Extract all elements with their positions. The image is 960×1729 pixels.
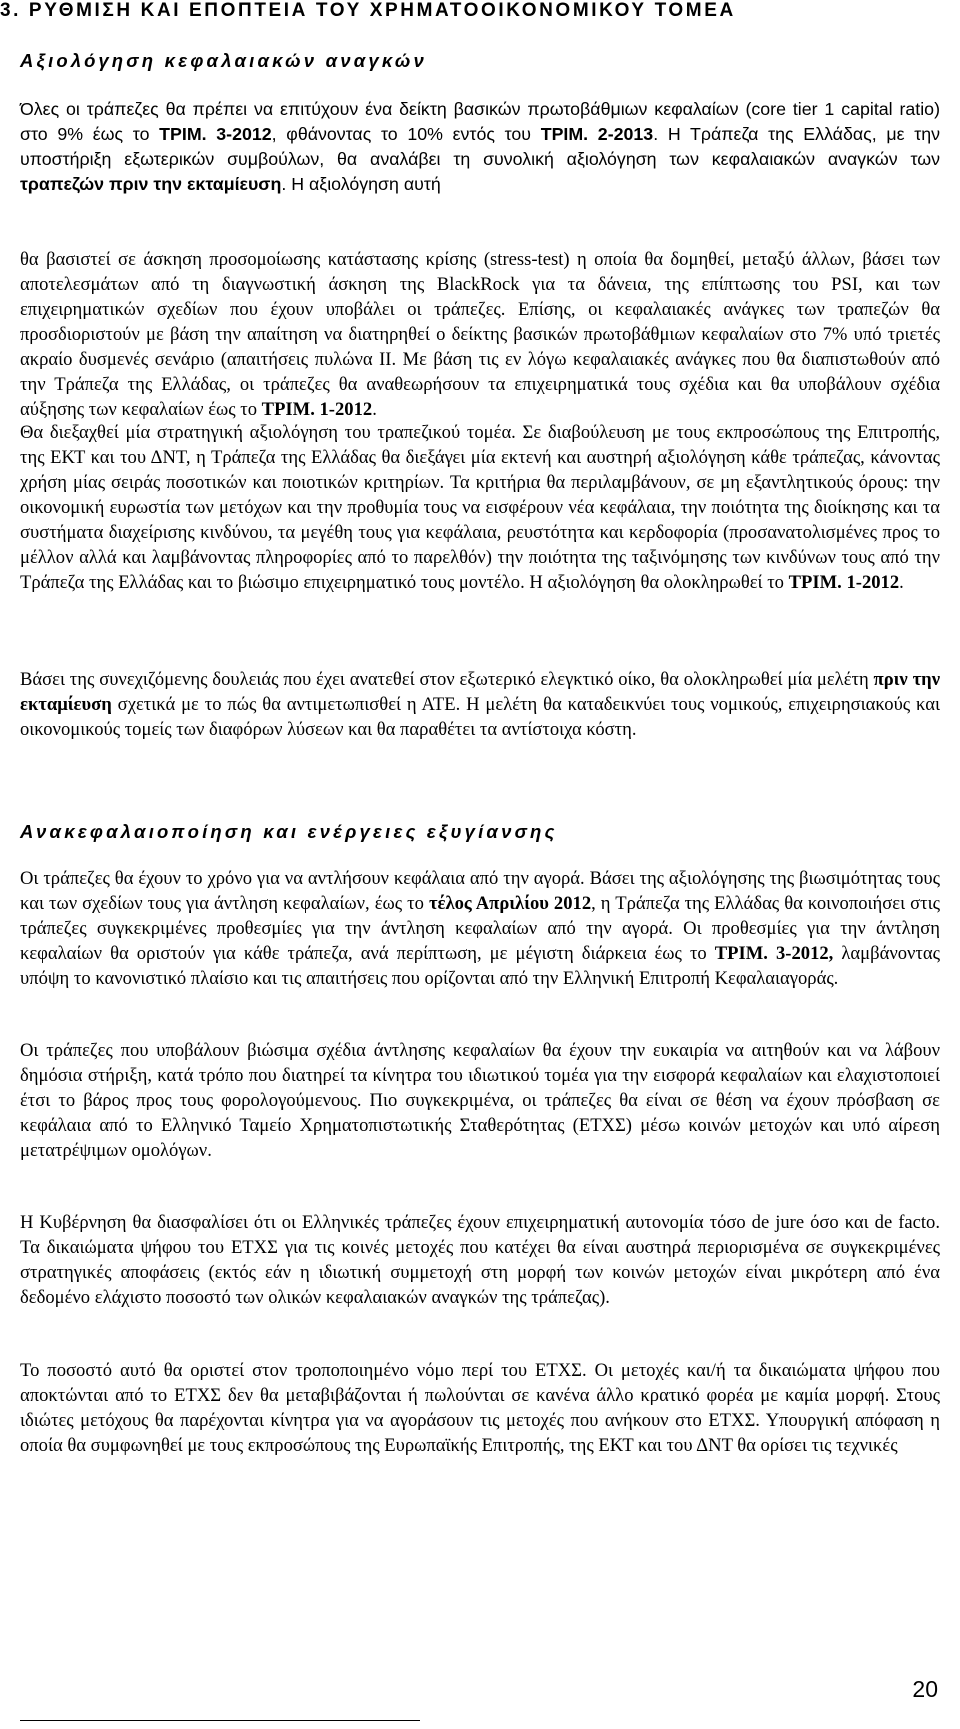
paragraph-efts-shares: Το ποσοστό αυτό θα οριστεί στον τροποποιημένο νόμο περί του ΕΤΧΣ. Οι μετοχές και/ή τα δικαιώματα ψήφου που αποκτώνται από το ΕΤΧΣ δεν θα μεταβιβάζονται ή πωλούνται σε κανένα άλλο κρατικό φορέα με καμία μορφή. Στους ιδιώτες μετόχους θα παρέχονται κίνητρα για να αγοράσουν τις μετοχές που ανήκουν στο ΕΤΧΣ. Υπουργική απόφαση η οποία θα συμφωνηθεί με τους εκπροσώπους της Ευρωπαϊκής Επιτροπής, της ΕΚΤ και του ΔΝΤ θα ορίσει τις τεχνικές	[20, 1360, 940, 1456]
paragraph-ate-study: Βάσει της συνεχιζόμενης δουλειάς που έχει ανατεθεί στον εξωτερικό ελεγκτικό οίκο, θα ολοκληρωθεί μία μελέτη πριν την εκταμίευση σχετικά με το πώς θα αντιμετωπισθεί η ΑΤΕ. Η μελέτη θα καταδεικνύει τους νομικούς, επιχειρησιακούς και οικονομικούς τομείς των διαφόρων λύσεων και θα παραθέτει τα αντίστοιχα κόστη.	[20, 669, 941, 740]
footnote-separator	[20, 1720, 420, 1721]
subheading-recapitalisation: Ανακεφαλαιοποίηση και ενέργειες εξυγίανσης	[20, 821, 558, 842]
paragraph-public-support: Οι τράπεζες που υποβάλουν βιώσιμα σχέδια άντλησης κεφαλαίων θα έχουν την ευκαιρία να αιτηθούν και να λάβουν δημόσια στήριξη, κατά τρόπο που διατηρεί τα κίνητρα του ιδιωτικού τομέα για την εισφορά κεφαλαίων και ελαχιστοποιεί έτσι το βάρος προς τους φορολογούμενους. Πιο συγκεκριμένα, οι τράπεζες θα είναι σε θέση να έχουν πρόσβαση σε κεφάλαια από το Ελληνικό Ταμείο Χρηματοπιστωτικής Σταθερότητας (ΕΤΧΣ) μέσω κοινών μετοχών και υπό αίρεση μετατρέψιμων ομολόγων.	[20, 1040, 940, 1161]
paragraph-capital-ratio: Όλες οι τράπεζες θα πρέπει να επιτύχουν ένα δείκτη βασικών πρωτοβάθμιων κεφαλαίων (core tier 1 capital ratio) στο 9% έως το ΤΡΙΜ. 3-2012, φθάνοντας το 10% εντός του ΤΡΙΜ. 2-2013. Η Τράπεζα της Ελλάδας, με την υποστήριξη εξωτερικών συμβούλων, θα αναλάβει τη συνολική αξιολόγηση των κεφαλαιακών αναγκών των τραπεζών πριν την εκταμίευση. Η αξιολόγηση αυτή	[20, 99, 940, 194]
paragraph-strategic-assessment: Θα διεξαχθεί μία στρατηγική αξιολόγηση του τραπεζικού τομέα. Σε διαβούλευση με τους εκπροσώπους της Επιτροπής, της ΕΚΤ και του ΔΝΤ, η Τράπεζα της Ελλάδας θα διεξάγει μία εκτενή και αυστηρή αξιολόγηση κάθε τράπεζας, κάνοντας χρήση μίας σειράς ποσοτικών και ποιοτικών κριτηρίων. Τα κριτήρια θα περιλαμβάνουν, σε μη εξαντλητικούς όρους: την οικονομική ευρωστία των μετόχων και την προθυμία τους να εισφέρουν νέα κεφάλαια, την ποιότητα της διοίκησης και τα συστήματα διαχείρισης κινδύνου, τα μεγέθη τους για κεφάλαια, ρευστότητα και κερδοφορία (προσανατολισμένες προς το μέλλον αλλά και λαμβάνοντας πληροφορίες από το παρελθόν) την ποιότητα της ταξινόμησης των κινδύνων τους από την Τράπεζα της Ελλάδας και το βιώσιμο επιχειρηματικό τους μοντέλο. Η αξιολόγηση θα ολοκληρωθεί το ΤΡΙΜ. 1-2012.	[20, 422, 940, 593]
subheading-capital-needs: Αξιολόγηση κεφαλαιακών αναγκών	[20, 50, 427, 71]
paragraph-raise-capital: Οι τράπεζες θα έχουν το χρόνο για να αντλήσουν κεφάλαια από την αγορά. Βάσει της αξιολόγησης της βιωσιμότητας τους και των σχεδίων τους για άντληση κεφαλαίων, έως το τέλος Απριλίου 2012, η Τράπεζα της Ελλάδας θα κοινοποιήσει στις τράπεζες συγκεκριμένες προθεσμίες για την άντληση κεφαλαίων από την αγορά. Οι προθεσμίες για την άντληση κεφαλαίων θα οριστούν για κάθε τράπεζα, ανά περίπτωση, με μέγιστη διάρκεια έως το ΤΡΙΜ. 3-2012, λαμβάνοντας υπόψη το κανονιστικό πλαίσιο και τις απαιτήσεις που ορίζονται από την Ελληνική Επιτροπή Κεφαλαιαγοράς.	[20, 868, 941, 989]
page-number: 20	[912, 1676, 938, 1702]
section-heading: 3. ΡΥΘΜΙΣΗ ΚΑΙ ΕΠΟΠΤΕΙΑ ΤΟΥ ΧΡΗΜΑΤΟΟΙΚΟΝΟΜΙΚΟΥ ΤΟΜΕΑ	[0, 0, 736, 21]
paragraph-autonomy: Η Κυβέρνηση θα διασφαλίσει ότι οι Ελληνικές τράπεζες έχουν επιχειρηματική αυτονομία τόσο de jure όσο και de facto. Τα δικαιώματα ψήφου του ΕΤΧΣ για τις κοινές μετοχές που κατέχει θα είναι αυστηρά περιορισμένα σε συγκεκριμένες στρατηγικές αποφάσεις (εκτός εάν η ιδιωτική συμμετοχή στη μορφή των κοινών μετοχών είναι μικρότερη από ένα δεδομένο ελάχιστο ποσοστό των ολικών κεφαλαιακών αναγκών της τράπεζας).	[20, 1212, 940, 1308]
paragraph-stress-test: θα βασιστεί σε άσκηση προσομοίωσης κατάστασης κρίσης (stress-test) η οποία θα δομηθεί, μεταξύ άλλων, βάσει των αποτελεσμάτων από τη διαγνωστική άσκηση της BlackRock για τα δάνεια, της επίπτωσης του PSI, και των επιχειρηματικών σχεδίων που έχουν υποβάλει οι τράπεζες. Επίσης, οι κεφαλαιακές ανάγκες των τραπεζών θα προσδιοριστούν με βάση την απαίτηση να διατηρηθεί ο δείκτης βασικών πρωτοβάθμιων κεφαλαίων στο 7% υπό τριετές ακραίο δυσμενές σενάριο (απαιτήσεις πυλώνα ΙΙ. Με βάση τις εν λόγω κεφαλαιακές ανάγκες που θα διαπιστωθούν από την Τράπεζα της Ελλάδας, οι τράπεζες θα αναθεωρήσουν τα επιχειρηματικά τους σχέδια και θα υποβάλουν σχέδια αύξησης των κεφαλαίων έως το ΤΡΙΜ. 1-2012.	[20, 249, 940, 420]
